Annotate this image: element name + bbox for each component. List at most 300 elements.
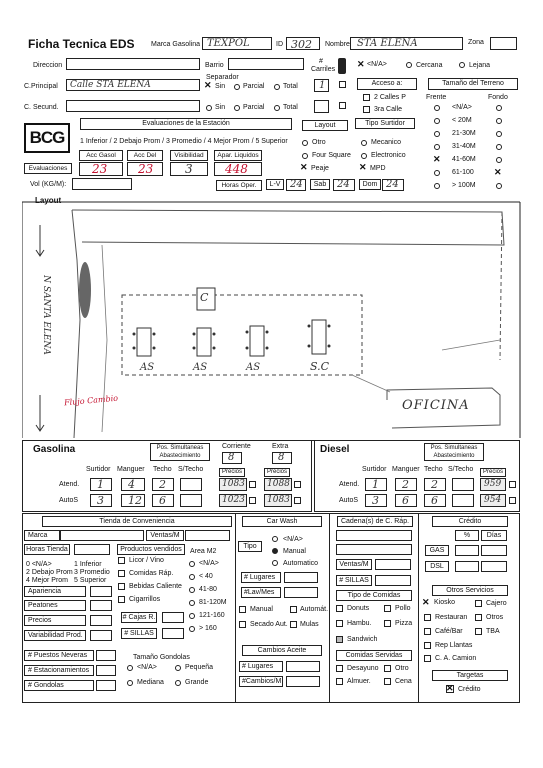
visibilidad-header: Visibilidad xyxy=(170,150,208,161)
cafe-label: Café/Bar xyxy=(435,628,463,635)
nombre-label: Nombre xyxy=(325,41,350,48)
otro-checkbox[interactable] xyxy=(384,665,391,672)
surtidor-electronico-label: Electronico xyxy=(371,152,406,159)
sab-value: 24 xyxy=(337,179,350,190)
gas-atend-field-1[interactable] xyxy=(121,478,145,491)
puestos-field[interactable] xyxy=(96,650,116,661)
dsl-autos-value-1: 6 xyxy=(402,494,409,507)
dsl-atend-field-2[interactable] xyxy=(424,478,446,491)
tienda-scale-c: 4 Mejor Prom xyxy=(26,577,69,584)
canopy-label: C xyxy=(200,291,209,304)
tienda-marca-field[interactable] xyxy=(60,530,144,541)
gondola-grande-radio[interactable] xyxy=(175,680,181,686)
carwash-na-radio[interactable] xyxy=(272,536,278,542)
extra-field[interactable] xyxy=(272,452,292,464)
lv-value: 24 xyxy=(290,179,303,190)
gas-atend-label: Atend. xyxy=(59,481,80,488)
dsl-autos-price-field[interactable] xyxy=(480,494,506,507)
licor-checkbox[interactable] xyxy=(118,557,125,564)
dsl-autos-field-3[interactable] xyxy=(452,494,474,507)
otros-checkbox[interactable] xyxy=(475,614,482,621)
cw-automat-label: Automát. xyxy=(300,606,329,613)
restauran-checkbox[interactable] xyxy=(424,614,431,621)
layout-otro-label: Otro xyxy=(312,139,326,146)
carwash-lugares-field[interactable] xyxy=(284,572,318,583)
lv-field[interactable] xyxy=(286,179,306,191)
gondola-na-radio[interactable] xyxy=(127,665,133,671)
terreno-frente-label: Frente xyxy=(426,94,447,101)
estacionamientos-field[interactable] xyxy=(96,665,116,676)
gas-autos-value-2: 6 xyxy=(159,494,166,507)
gas-atend-field-3[interactable] xyxy=(180,478,202,491)
diesel-title: Diesel xyxy=(320,444,350,455)
ubicacion-na-label: <N/A> xyxy=(367,61,387,68)
acceso-peaje-label: Peaje xyxy=(311,165,329,172)
terreno-frente-radio-1[interactable] xyxy=(434,118,440,124)
cw-secado-label: Secado Aut. xyxy=(250,621,288,628)
tienda-ventas-field[interactable] xyxy=(185,530,230,541)
separador-parcial-radio[interactable] xyxy=(234,84,240,90)
terreno-frente-radio-6[interactable] xyxy=(434,183,440,189)
productos-label: Productos vendidos xyxy=(117,544,185,555)
x-mark-icon: ✕ xyxy=(446,683,454,693)
gondola-pequena-radio[interactable] xyxy=(175,665,181,671)
area-radio-5[interactable] xyxy=(189,626,195,632)
kiosko-label: Kiosko xyxy=(434,599,456,606)
sandwich-checkbox[interactable] xyxy=(336,636,343,643)
area-radio-3[interactable] xyxy=(189,600,195,606)
gas-atend-price-field-0[interactable] xyxy=(219,478,247,491)
tienda-scale-b: 2 Debajo Prom xyxy=(26,569,73,576)
gas-autos-price-1: 1083 xyxy=(267,495,290,505)
secund-carriles-checkbox[interactable] xyxy=(339,102,346,109)
gas-autos-field-1[interactable] xyxy=(121,494,145,507)
dsl-autos-field-0[interactable] xyxy=(365,494,387,507)
ubicacion-na-option[interactable] xyxy=(355,60,403,70)
carwash-manual-radio[interactable] xyxy=(272,548,278,554)
direccion-field[interactable] xyxy=(66,58,200,70)
zona-field[interactable] xyxy=(490,37,517,50)
terreno-fondo-radio-0[interactable] xyxy=(496,105,502,111)
gas-autos-price-0: 1023 xyxy=(222,495,245,505)
hambu-checkbox[interactable] xyxy=(336,620,343,627)
vol-field[interactable] xyxy=(72,178,132,190)
tipo-surtidor-header: Tipo Surtidor xyxy=(355,118,415,129)
donuts-label: Donuts xyxy=(347,605,370,612)
terreno-fondo-x-icon[interactable]: ✕ xyxy=(494,167,502,177)
corriente-field[interactable] xyxy=(222,452,242,464)
cw-mulas-checkbox[interactable] xyxy=(290,621,297,628)
carriles-checkbox[interactable] xyxy=(339,81,346,88)
dom-label: Dom xyxy=(359,179,381,190)
almuer-checkbox[interactable] xyxy=(336,678,343,685)
gas-atend-field-0[interactable] xyxy=(90,478,112,491)
bebidas-checkbox[interactable] xyxy=(118,583,125,590)
carwash-lugares-label: # Lugares xyxy=(241,572,281,583)
gas-autos-field-2[interactable] xyxy=(152,494,174,507)
terreno-option-label-3: 31-40M xyxy=(452,143,476,150)
visibilidad-field[interactable] xyxy=(170,162,208,176)
tba-label: TBA xyxy=(486,628,500,635)
sab-field[interactable] xyxy=(333,179,355,191)
gondola-pequena-label: Pequeña xyxy=(185,664,214,671)
terreno-option-label-0: <N/A> xyxy=(452,104,472,111)
cafe-checkbox[interactable] xyxy=(424,628,431,635)
area-radio-0[interactable] xyxy=(189,561,195,567)
lv-label: L-V xyxy=(266,179,284,190)
dsl-autos-field-1[interactable] xyxy=(395,494,417,507)
gas-col-surtidor: Surtidor xyxy=(86,466,111,473)
apar-liquidos-header: Apar. Liquidos xyxy=(214,150,262,161)
acc-gasol-header: Acc Gasol xyxy=(79,150,123,161)
nombre-field[interactable] xyxy=(350,37,463,50)
terreno-fondo-radio-4[interactable] xyxy=(496,157,502,163)
gondola-na-label: <N/A> xyxy=(137,664,157,671)
credito-card-label: Crédito xyxy=(458,686,481,693)
carwash-auto-radio[interactable] xyxy=(272,560,278,566)
dsl-autos-price-check[interactable] xyxy=(509,497,516,504)
dsl-atend-price-field[interactable] xyxy=(480,478,506,491)
tipo-comidas-header: Tipo de Comidas xyxy=(336,590,412,601)
acc-del-header: Acc Del xyxy=(127,150,163,161)
horas-tienda-label: Horas Tienda xyxy=(24,544,70,555)
acceso-2calles-checkbox[interactable] xyxy=(363,94,370,101)
gas-atend-price-1: 1088 xyxy=(267,479,290,489)
otros-label: Otros xyxy=(486,614,504,621)
carwash-header: Car Wash xyxy=(242,516,322,527)
gas-autos-price-field-0[interactable] xyxy=(219,494,247,507)
cadena-sillas-label: # SILLAS xyxy=(336,575,372,586)
cadena-sillas-field[interactable] xyxy=(375,575,411,586)
acc-del-field[interactable] xyxy=(127,162,163,176)
cena-checkbox[interactable] xyxy=(384,678,391,685)
gas-col-techo: Techo xyxy=(153,466,172,473)
area-option-label-1: < 40 xyxy=(199,573,213,580)
id-value: 302 xyxy=(291,38,312,51)
gondola-mediana-label: Mediana xyxy=(137,679,164,686)
acc-del-value: 23 xyxy=(138,162,154,176)
separador-total-label: Total xyxy=(283,83,298,90)
extra-value: 8 xyxy=(278,452,285,463)
gas-col-stecho: S/Techo xyxy=(178,466,204,473)
bebidas-label: Bebidas Caliente xyxy=(129,583,182,590)
x-mark-icon: ✕ xyxy=(422,597,430,607)
island-label-2: AS xyxy=(193,362,208,373)
terreno-frente-x-icon[interactable]: ✕ xyxy=(433,154,441,164)
puestos-label: # Puestos Neveras xyxy=(24,650,94,661)
credito-dias-label: Días xyxy=(481,530,507,541)
secund-total-label: Total xyxy=(283,104,298,111)
carriles-field[interactable] xyxy=(314,79,329,92)
targetas-header: Targetas xyxy=(432,670,508,681)
terreno-fondo-label: Fondo xyxy=(488,94,508,101)
cw-manual-label: Manual xyxy=(250,606,273,613)
cajero-label: Cajero xyxy=(486,600,507,607)
gas-precios-2-header: Precios xyxy=(264,468,290,477)
separador-total-radio[interactable] xyxy=(274,84,280,90)
desayuno-checkbox[interactable] xyxy=(336,665,343,672)
dsl-autos-value-0: 3 xyxy=(372,494,379,507)
area-radio-4[interactable] xyxy=(189,613,195,619)
gasolina-title: Gasolina xyxy=(33,444,76,455)
marca-gasolina-label: Marca Gasolina xyxy=(151,41,201,48)
nombre-value: STA ELENA xyxy=(357,38,418,49)
acceso-peaje-option[interactable] xyxy=(300,163,340,173)
cigarrillos-checkbox[interactable] xyxy=(118,596,125,603)
gas-atend-price-field-1[interactable] xyxy=(264,478,292,491)
cajas-label: # Cajas R. xyxy=(122,614,156,621)
tienda-header: Tienda de Conveniencia xyxy=(42,516,232,527)
gas-autos-price-field-1[interactable] xyxy=(264,494,292,507)
tienda-marca-label: Marca xyxy=(24,530,60,541)
dom-value: 24 xyxy=(386,179,399,190)
dsl-autos-price: 954 xyxy=(484,495,502,505)
terreno-frente-radio-5[interactable] xyxy=(434,170,440,176)
carwash-lavmes-field[interactable] xyxy=(284,587,318,598)
cajas-field[interactable] xyxy=(162,612,184,623)
terreno-fondo-radio-1[interactable] xyxy=(496,118,502,124)
cadena-field-2[interactable] xyxy=(336,544,412,555)
carriles-label: # Carriles xyxy=(311,58,336,73)
comidas-servidas-header: Comidas Servidas xyxy=(336,650,412,661)
licor-label: Licor / Vino xyxy=(129,557,164,564)
dsl-autos-value-2: 6 xyxy=(431,494,438,507)
lejana-radio[interactable] xyxy=(459,62,465,68)
island-label-4: S.C xyxy=(310,360,330,373)
area-radio-2[interactable] xyxy=(189,587,195,593)
x-mark-icon: ✕ xyxy=(204,80,212,90)
terreno-option-label-6: > 100M xyxy=(452,182,476,189)
area-label: Area M2 xyxy=(190,548,217,555)
gas-autos-price-check-0[interactable] xyxy=(249,497,256,504)
terreno-fondo-radio-3[interactable] xyxy=(496,144,502,150)
surtidor-mecanico-radio[interactable] xyxy=(361,140,367,146)
precios-field[interactable] xyxy=(90,615,112,626)
area-radio-1[interactable] xyxy=(189,574,195,580)
peatones-label: Peatones xyxy=(24,600,86,611)
pizza-checkbox[interactable] xyxy=(384,620,391,627)
credito-dsl-dias[interactable] xyxy=(481,561,507,572)
area-option-label-2: 41-80 xyxy=(199,586,217,593)
cadena-ventas-field[interactable] xyxy=(375,559,411,570)
desayuno-label: Desayuno xyxy=(347,665,379,672)
gas-atend-field-2[interactable] xyxy=(152,478,174,491)
dsl-atend-label: Atend. xyxy=(339,481,360,488)
acceso-mpd-option[interactable] xyxy=(359,163,399,173)
comidas-rap-checkbox[interactable] xyxy=(118,570,125,577)
aceite-cambios-field[interactable] xyxy=(286,676,320,687)
terreno-option-label-5: 61-100 xyxy=(452,169,474,176)
zona-label: Zona xyxy=(468,39,484,46)
gondola-mediana-radio[interactable] xyxy=(127,680,133,686)
terreno-fondo-radio-2[interactable] xyxy=(496,131,502,137)
gas-autos-price-check-1[interactable] xyxy=(294,497,301,504)
gas-autos-field-3[interactable] xyxy=(180,494,202,507)
tienda-scale-f: 5 Superior xyxy=(74,577,107,584)
comidas-rap-label: Comidas Ráp. xyxy=(129,570,174,577)
aceite-header: Cambios Aceite xyxy=(242,645,322,656)
layout-otro-radio[interactable] xyxy=(302,140,308,146)
terreno-frente-radio-3[interactable] xyxy=(434,144,440,150)
gas-autos-label: AutoS xyxy=(59,497,79,504)
tienda-ventas-label: Ventas/M xyxy=(146,530,184,541)
street-name-label: N SANTA ELENA xyxy=(40,275,51,355)
gas-autos-value-1: 12 xyxy=(128,494,142,507)
cajero-checkbox[interactable] xyxy=(475,600,482,607)
gas-atend-price-0: 1083 xyxy=(222,479,245,489)
separador-sin-label: Sin xyxy=(215,83,226,90)
cw-manual-checkbox[interactable] xyxy=(239,606,246,613)
carwash-manual-label: Manual xyxy=(283,548,306,555)
secund-carriles-field[interactable] xyxy=(314,100,329,113)
terreno-frente-radio-2[interactable] xyxy=(434,131,440,137)
surtidor-electronico-radio[interactable] xyxy=(361,153,367,159)
variabilidad-label: Variabilidad Prod. xyxy=(24,630,86,641)
horas-oper-label: Horas Oper. xyxy=(216,180,262,191)
area-option-label-5: > 160 xyxy=(199,625,217,632)
donuts-checkbox[interactable] xyxy=(336,605,343,612)
tba-checkbox[interactable] xyxy=(475,628,482,635)
separador-sin-option[interactable] xyxy=(204,82,234,91)
pizza-label: Pizza xyxy=(395,620,413,627)
c-principal-field[interactable] xyxy=(66,79,200,91)
rep-llantas-checkbox[interactable] xyxy=(424,642,431,649)
sandwich-label: Sandwich xyxy=(347,636,378,643)
acceso-2calles-label: 2 Calles P xyxy=(374,94,406,101)
secund-sin-label: Sin xyxy=(215,104,226,111)
island-label-1: AS xyxy=(140,362,155,373)
tienda-sillas-field[interactable] xyxy=(162,628,184,639)
credito-gas-dias[interactable] xyxy=(481,545,507,556)
apar-liquidos-value: 448 xyxy=(225,162,248,176)
terreno-frente-radio-0[interactable] xyxy=(434,105,440,111)
credito-gas-pct[interactable] xyxy=(455,545,479,556)
separador-label: Separador xyxy=(206,74,239,81)
horas-tienda-field[interactable] xyxy=(74,544,110,555)
layout-foursquare-radio[interactable] xyxy=(302,153,308,159)
secund-parcial-label: Parcial xyxy=(243,104,265,111)
kiosko-option[interactable] xyxy=(422,598,466,608)
pollo-checkbox[interactable] xyxy=(384,605,391,612)
secund-sin-radio[interactable] xyxy=(206,105,212,111)
cadena-field-1[interactable] xyxy=(336,530,412,541)
gas-atend-price-check-0[interactable] xyxy=(249,481,256,488)
x-mark-icon: ✕ xyxy=(359,162,367,172)
carwash-lavmes-label: #Lav/Mes xyxy=(241,587,281,598)
layout-tab[interactable]: Layout xyxy=(302,120,348,131)
dsl-col-manguer: Manguer xyxy=(392,466,420,473)
tienda-scale-e: 3 Promedio xyxy=(74,569,110,576)
peatones-field[interactable] xyxy=(90,600,112,611)
gondola-grande-label: Grande xyxy=(185,679,209,686)
evaluaciones-row-label: Evaluaciones xyxy=(24,163,72,174)
precios-label: Precios xyxy=(24,615,86,626)
cw-secado-checkbox[interactable] xyxy=(239,621,246,628)
marca-gasolina-field[interactable] xyxy=(202,37,272,50)
tienda-scale-a: 0 <N/A> xyxy=(26,561,52,568)
id-label: ID xyxy=(276,41,283,48)
camion-checkbox[interactable] xyxy=(424,655,431,662)
otros-servicios-header: Otros Servicios xyxy=(432,585,508,596)
dsl-autos-field-2[interactable] xyxy=(424,494,446,507)
dsl-atend-field-1[interactable] xyxy=(395,478,417,491)
aceite-lugares-field[interactable] xyxy=(286,661,320,672)
acceso-mpd-label: MPD xyxy=(370,165,386,172)
c-secund-label: C. Secund. xyxy=(24,104,59,111)
surtidor-mecanico-label: Mecanico xyxy=(371,139,401,146)
cw-automat-checkbox[interactable] xyxy=(290,606,297,613)
variabilidad-field[interactable] xyxy=(90,630,112,641)
carwash-na-label: <N/A> xyxy=(283,536,303,543)
credito-dsl-pct[interactable] xyxy=(455,561,479,572)
terreno-option-label-2: 21-30M xyxy=(452,130,476,137)
barrio-field[interactable] xyxy=(228,58,304,70)
cw-mulas-label: Mulas xyxy=(300,621,319,628)
pollo-label: Pollo xyxy=(395,605,411,612)
area-option-label-3: 81-120M xyxy=(199,599,227,606)
direccion-label: Direccion xyxy=(33,62,63,69)
gas-atend-value-1: 4 xyxy=(128,478,135,491)
acc-gasol-field[interactable] xyxy=(79,162,123,176)
tamano-gondolas-label: Tamaño Gondolas xyxy=(133,654,190,661)
gondolas-field[interactable] xyxy=(96,680,116,691)
gas-autos-field-0[interactable] xyxy=(90,494,112,507)
credito-card-option[interactable] xyxy=(446,684,492,696)
cigarrillos-label: Cigarrillos xyxy=(129,596,161,603)
traffic-light-icon xyxy=(338,58,346,74)
dsl-col-stecho: S/Techo xyxy=(448,466,474,473)
acceso-3ra-checkbox[interactable] xyxy=(363,106,370,113)
gas-atend-price-check-1[interactable] xyxy=(294,481,301,488)
terreno-header: Tamaño del Terreno xyxy=(428,78,518,90)
almuer-label: Almuer. xyxy=(347,678,371,685)
dsl-atend-field-3[interactable] xyxy=(452,478,474,491)
diesel-pos-label: Pos. Simultaneas Abastecimiento xyxy=(424,443,484,461)
bcg-logo: BCG xyxy=(24,123,70,153)
dsl-col-surtidor: Surtidor xyxy=(362,466,387,473)
restauran-label: Restauran xyxy=(435,614,468,621)
corriente-label: Corriente xyxy=(222,443,251,450)
aceite-cambios-label: #Cambios/M xyxy=(239,676,283,687)
cercana-radio[interactable] xyxy=(406,62,412,68)
sab-label: Sab xyxy=(310,179,330,190)
x-mark-icon: ✕ xyxy=(300,162,308,172)
terreno-option-label-1: < 20M xyxy=(452,117,472,124)
dsl-precios-header: Precios xyxy=(480,468,506,477)
id-field[interactable] xyxy=(286,37,320,50)
estacionamientos-label: # Estacionamientos xyxy=(24,665,94,676)
evaluaciones-scale: 1 Inferior / 2 Debajo Prom / 3 Promedio / 4 Mejor Prom / 5 Superior xyxy=(80,138,288,145)
apariencia-field[interactable] xyxy=(90,586,112,597)
c-secund-field[interactable] xyxy=(66,100,200,112)
extra-label: Extra xyxy=(272,443,289,450)
dsl-atend-field-0[interactable] xyxy=(365,478,387,491)
apar-liquidos-field[interactable] xyxy=(214,162,262,176)
layout-foursquare-label: Four Square xyxy=(312,152,351,159)
gas-precios-1-header: Precios xyxy=(219,468,245,477)
lejana-label: Lejana xyxy=(469,62,491,69)
terreno-fondo-radio-6[interactable] xyxy=(496,183,502,189)
dom-field[interactable] xyxy=(382,179,404,191)
secund-total-radio[interactable] xyxy=(274,105,280,111)
acceso-header: Acceso a: xyxy=(357,78,417,90)
dsl-atend-price-check[interactable] xyxy=(509,481,516,488)
cena-label: Cena xyxy=(395,678,412,685)
secund-parcial-radio[interactable] xyxy=(234,105,240,111)
aceite-lugares-label: # Lugares xyxy=(239,661,283,672)
x-mark-icon: ✕ xyxy=(357,59,365,69)
acceso-3ra-label: 3ra Calle xyxy=(374,106,403,113)
